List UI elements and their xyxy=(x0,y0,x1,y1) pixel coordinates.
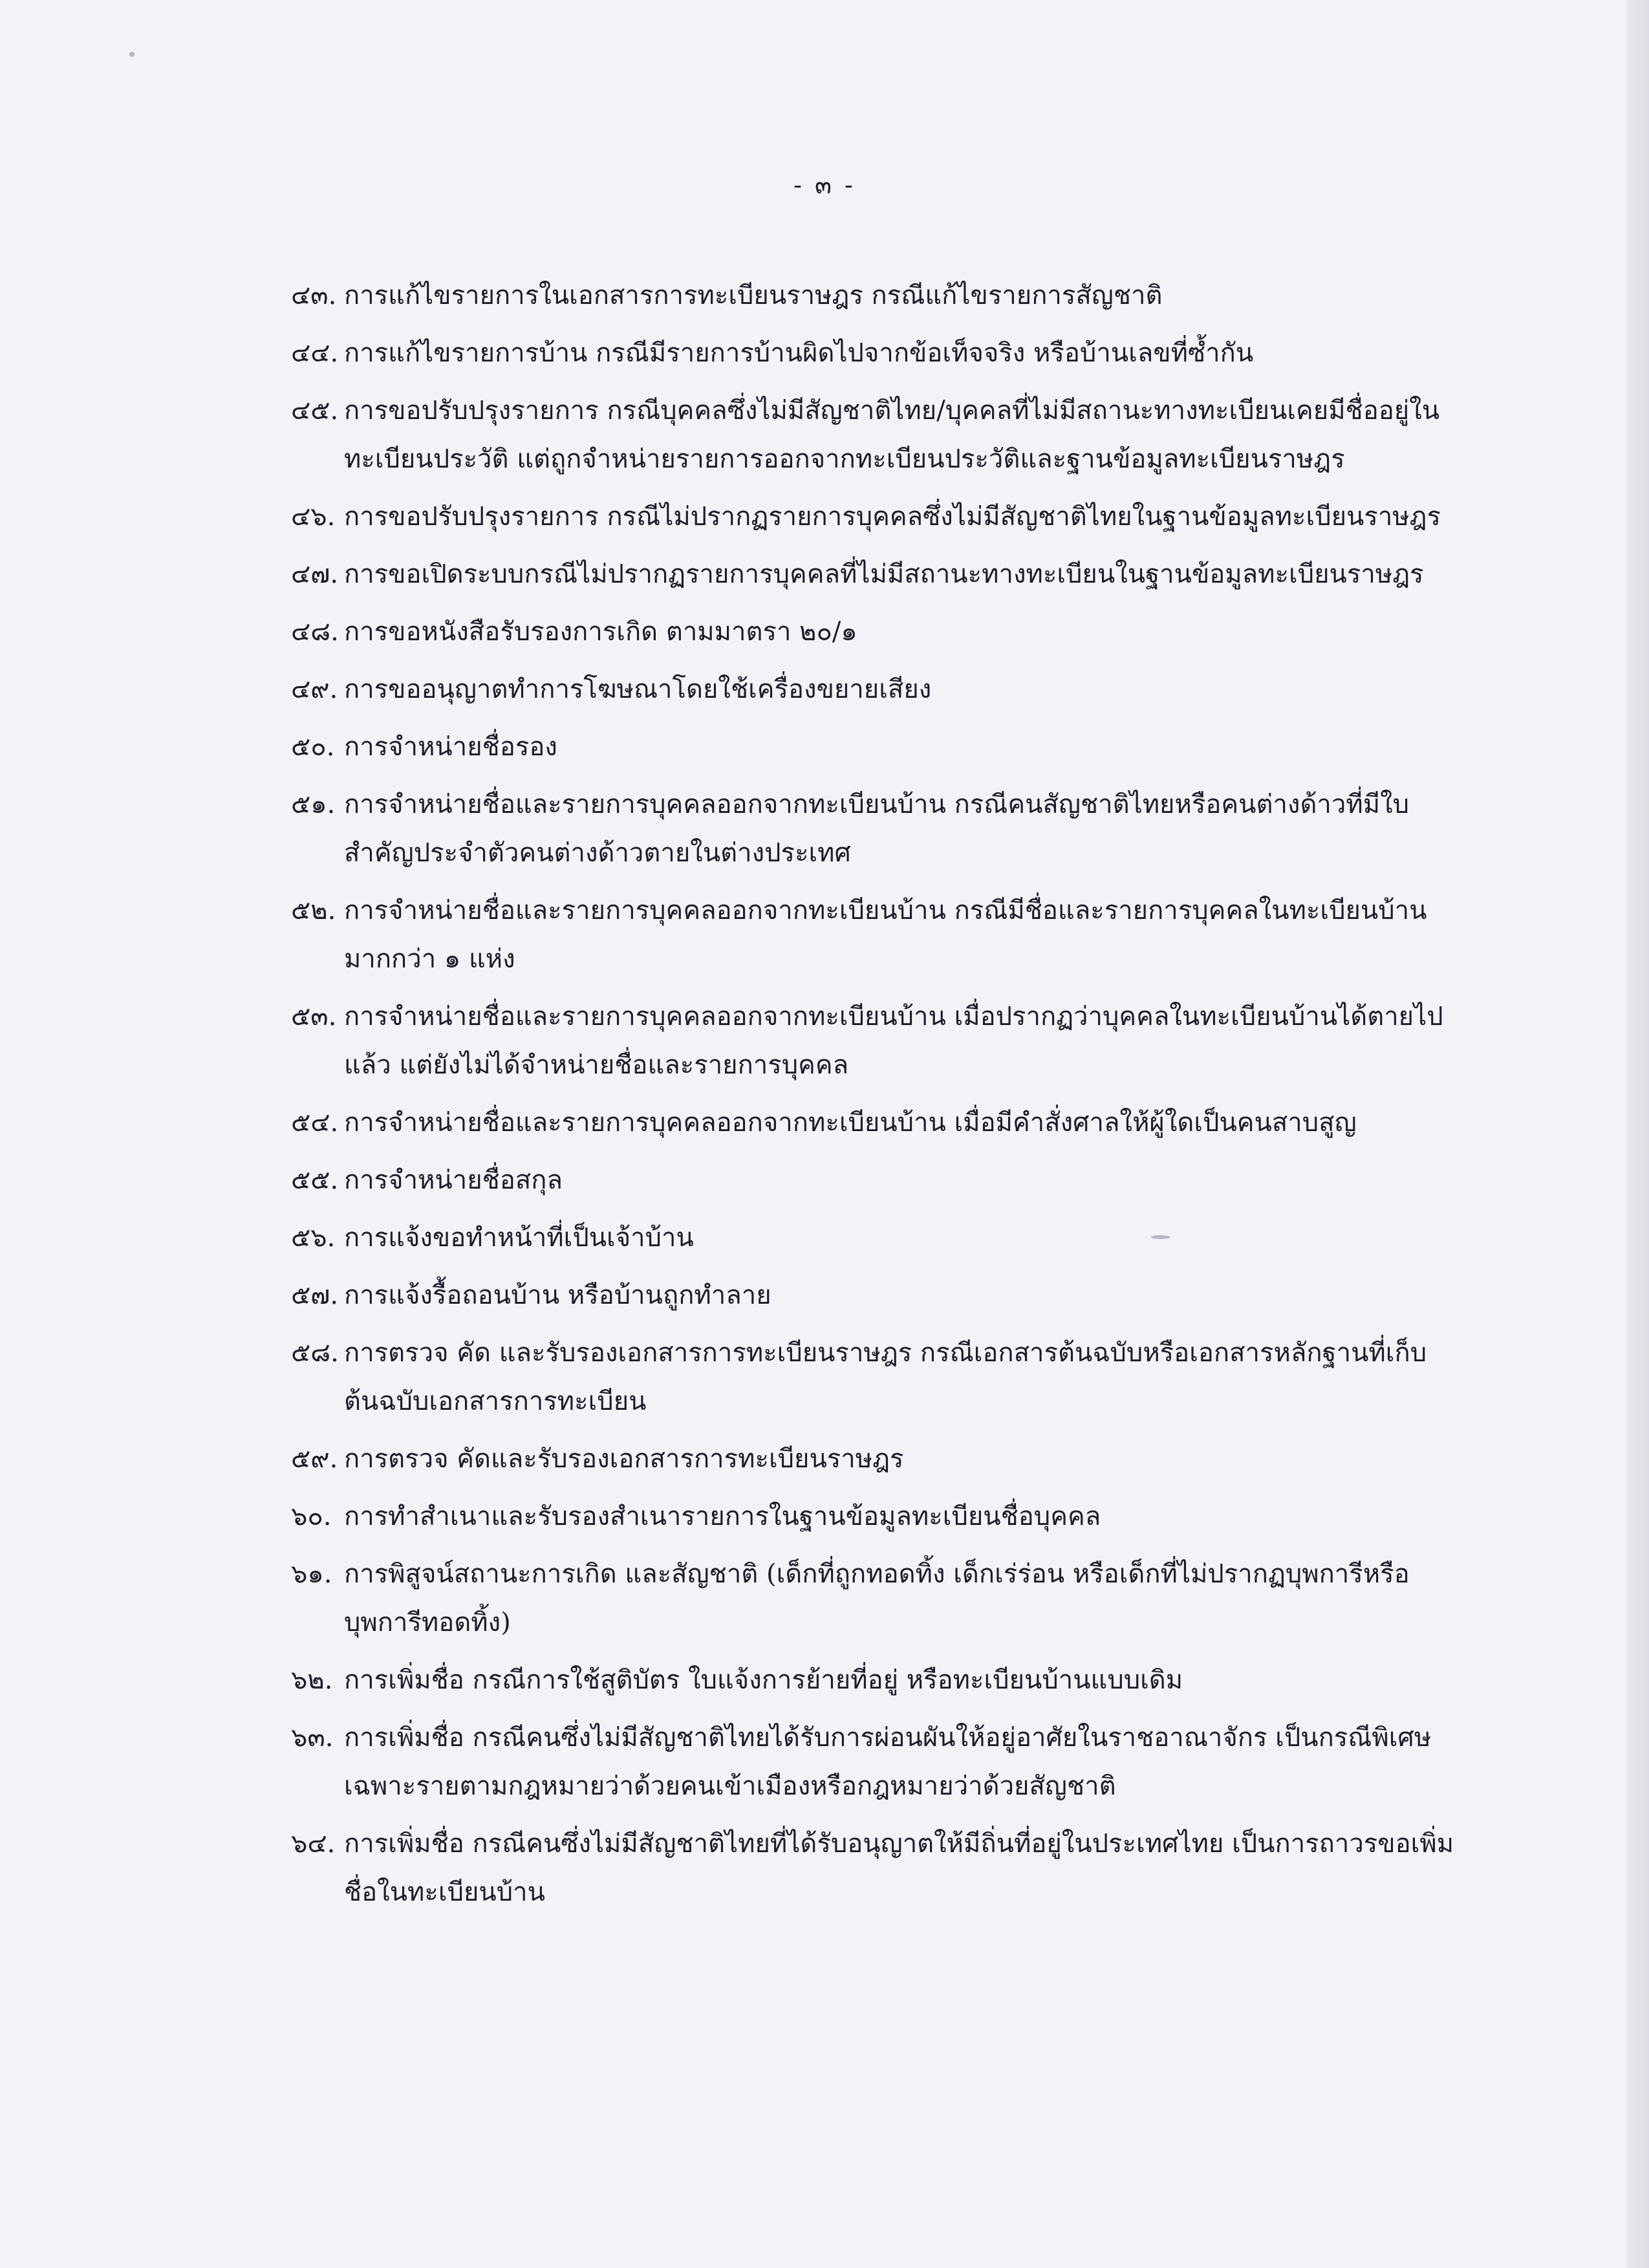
item-text: การขอปรับปรุงรายการ กรณีไม่ปรากฏรายการบุคคลซึ่งไม่มีสัญชาติไทยในฐานข้อมูลทะเบียนราษฎร xyxy=(344,502,1441,532)
list-item xyxy=(291,1099,1468,1147)
item-list xyxy=(291,272,1468,1926)
item-text: การแจ้งขอทำหน้าที่เป็นเจ้าบ้าน xyxy=(344,1223,694,1253)
item-text: การทำสำเนาและรับรองสำเนารายการในฐานข้อมูลทะเบียนชื่อบุคคล xyxy=(344,1502,1101,1531)
item-number: ๔๓. xyxy=(291,281,337,310)
item-number: ๕๖. xyxy=(291,1223,336,1253)
list-item xyxy=(291,665,1468,714)
list-item xyxy=(291,723,1468,772)
item-text: การจำหน่ายชื่อรอง xyxy=(344,732,557,762)
item-number: ๔๕. xyxy=(291,396,339,426)
item-number: ๔๖. xyxy=(291,502,336,532)
item-number: ๕๙. xyxy=(291,1444,338,1474)
item-number: ๖๓. xyxy=(291,1723,334,1753)
scan-speck xyxy=(129,52,135,57)
list-item xyxy=(291,887,1468,984)
item-text: การขอหนังสือรับรองการเกิด ตามมาตรา ๒๐/๑ xyxy=(344,617,857,647)
list-item xyxy=(291,550,1468,599)
list-item xyxy=(291,1329,1468,1426)
item-text: การตรวจ คัดและรับรองเอกสารการทะเบียนราษฎร xyxy=(344,1444,904,1474)
item-number: ๖๐. xyxy=(291,1502,332,1531)
item-text: การขออนุญาตทำการโฆษณาโดยใช้เครื่องขยายเสียง xyxy=(344,675,932,704)
item-text: การจำหน่ายชื่อและรายการบุคคลออกจากทะเบียนบ้าน เมื่อมีคำสั่งศาลให้ผู้ใดเป็นคนสาบสูญ xyxy=(344,1108,1357,1138)
item-text: การตรวจ คัด และรับรองเอกสารการทะเบียนราษฎร กรณีเอกสารต้นฉบับหรือเอกสารหลักฐานที่เก็บต้นฉบับเอกสารการทะเบียน xyxy=(344,1338,1427,1416)
item-text: การขอเปิดระบบกรณีไม่ปรากฏรายการบุคคลที่ไม่มีสถานะทางทะเบียนในฐานข้อมูลทะเบียนราษฎร xyxy=(344,559,1424,589)
list-item xyxy=(291,1550,1468,1647)
page-edge xyxy=(1626,0,1649,2268)
list-item xyxy=(291,1656,1468,1705)
list-item xyxy=(291,1714,1468,1811)
list-item xyxy=(291,608,1468,656)
item-number: ๖๒. xyxy=(291,1665,333,1695)
item-number: ๕๒. xyxy=(291,896,336,925)
list-item xyxy=(291,387,1468,484)
item-number: ๕๑. xyxy=(291,790,336,819)
list-item xyxy=(291,272,1468,320)
item-text: การจำหน่ายชื่อและรายการบุคคลออกจากทะเบียนบ้าน กรณีมีชื่อและรายการบุคคลในทะเบียนบ้านมากกว่า ๑ แห่ง xyxy=(344,896,1427,974)
item-number: ๕๕. xyxy=(291,1165,339,1195)
item-number: ๔๘. xyxy=(291,617,339,647)
list-item xyxy=(291,1493,1468,1541)
item-text: การจำหน่ายชื่อและรายการบุคคลออกจากทะเบียนบ้าน เมื่อปรากฏว่าบุคคลในทะเบียนบ้านได้ตายไปแล้ว แต่ยังไม่ได้จำหน่ายชื่อและรายการบุคคล xyxy=(344,1002,1443,1080)
item-text: การพิสูจน์สถานะการเกิด และสัญชาติ (เด็กที่ถูกทอดทิ้ง เด็กเร่ร่อน หรือเด็กที่ไม่ปรากฏบุพการีหรือบุพการีทอดทิ้ง) xyxy=(344,1559,1410,1637)
item-text: การเพิ่มชื่อ กรณีคนซึ่งไม่มีสัญชาติไทยที่ได้รับอนุญาตให้มีถิ่นที่อยู่ในประเทศไทย เป็นการถาวรขอเพิ่มชื่อในทะเบียนบ้าน xyxy=(344,1829,1454,1907)
item-text: การเพิ่มชื่อ กรณีคนซึ่งไม่มีสัญชาติไทยได้รับการผ่อนผันให้อยู่อาศัยในราชอาณาจักร เป็นกรณีพิเศษเฉพาะรายตามกฎหมายว่าด้วยคนเข้าเมืองหรือกฎหมายว่าด้วยสัญชาติ xyxy=(344,1723,1432,1801)
list-item xyxy=(291,1271,1468,1320)
item-number: ๕๓. xyxy=(291,1002,337,1031)
item-number: ๖๑. xyxy=(291,1559,332,1589)
item-text: การจำหน่ายชื่อและรายการบุคคลออกจากทะเบียนบ้าน กรณีคนสัญชาติไทยหรือคนต่างด้าวที่มีใบสำคัญประจำตัวคนต่างด้าวตายในต่างประเทศ xyxy=(344,790,1409,868)
item-number: ๕๐. xyxy=(291,732,335,762)
list-item xyxy=(291,781,1468,878)
list-item xyxy=(291,1435,1468,1484)
item-text: การแก้ไขรายการในเอกสารการทะเบียนราษฎร กรณีแก้ไขรายการสัญชาติ xyxy=(344,281,1163,310)
item-number: ๔๔. xyxy=(291,338,339,368)
item-number: ๕๗. xyxy=(291,1280,339,1310)
page-number: - ๓ - xyxy=(793,171,856,199)
item-number: ๕๘. xyxy=(291,1338,339,1368)
list-item xyxy=(291,1820,1468,1917)
list-item xyxy=(291,1214,1468,1262)
list-item xyxy=(291,493,1468,541)
item-number: ๔๙. xyxy=(291,675,338,704)
item-text: การแจ้งรื้อถอนบ้าน หรือบ้านถูกทำลาย xyxy=(344,1280,771,1310)
item-text: การจำหน่ายชื่อสกุล xyxy=(344,1165,563,1195)
item-number: ๖๔. xyxy=(291,1829,336,1859)
list-item xyxy=(291,1156,1468,1205)
item-text: การแก้ไขรายการบ้าน กรณีมีรายการบ้านผิดไปจากข้อเท็จจริง หรือบ้านเลขที่ซ้ำกัน xyxy=(344,338,1254,368)
item-text: การเพิ่มชื่อ กรณีการใช้สูติบัตร ใบแจ้งการย้ายที่อยู่ หรือทะเบียนบ้านแบบเดิม xyxy=(344,1665,1183,1695)
list-item xyxy=(291,329,1468,378)
item-number: ๔๗. xyxy=(291,559,339,589)
list-item xyxy=(291,993,1468,1090)
item-number: ๕๔. xyxy=(291,1108,339,1138)
item-text: การขอปรับปรุงรายการ กรณีบุคคลซึ่งไม่มีสัญชาติไทย/บุคคลที่ไม่มีสถานะทางทะเบียนเคยมีชื่ออยู่ในทะเบียนประวัติ แต่ถูกจำหน่ายรายการออกจากทะเบียนประวัติและฐานข้อมูลทะเบียนราษฎร xyxy=(344,396,1440,474)
